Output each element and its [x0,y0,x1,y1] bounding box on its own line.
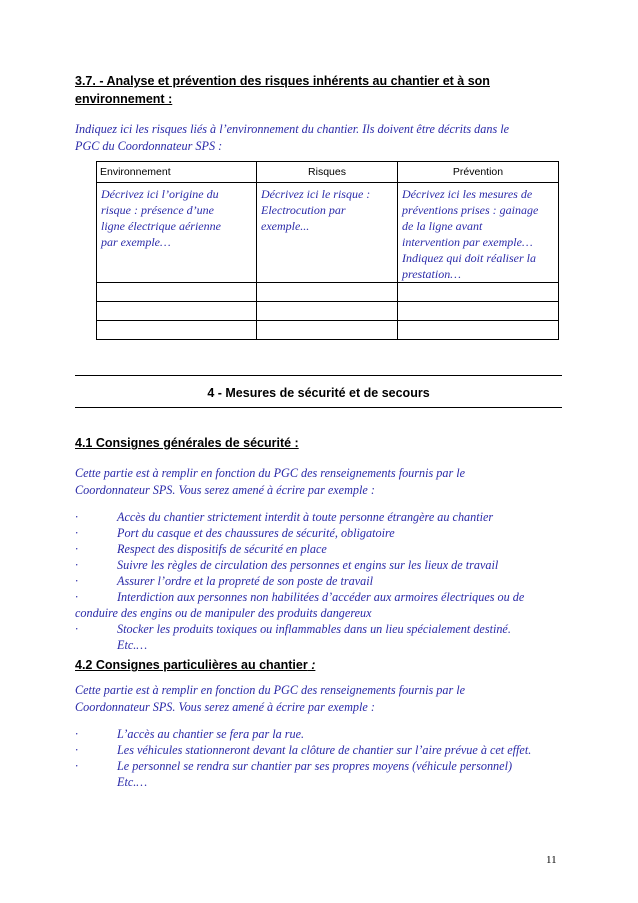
empty-cell[interactable] [97,302,257,321]
section-4-2-intro-line2: Coordonnateur SPS. Vous serez amené à écrire par exemple : [75,700,375,714]
cell-line: exemple... [261,219,310,233]
section-4-1-title: 4.1 Consignes générales de sécurité : [75,436,299,450]
section-4-bottom-rule [75,407,562,408]
cell-line: Décrivez ici le risque : [261,187,371,201]
risk-table-header-row [97,162,559,183]
section-4-2-title-text: 4.2 Consignes particulières au chantier [75,658,308,672]
cell-line: ligne électrique aérienne [101,219,221,233]
section-3-7-title-line1: 3.7. - Analyse et prévention des risques inhérents au chantier et à son [75,74,490,88]
cell-line: par exemple… [101,235,171,249]
empty-cell[interactable] [398,302,559,321]
empty-cell[interactable] [398,321,559,340]
section-4-2-title [75,658,315,672]
cell-line: intervention par exemple… [402,235,533,249]
bullet-dot: · [75,510,79,524]
table-row [97,283,559,302]
cell-line: prestation… [402,267,461,281]
table-row [97,183,559,283]
section-4-1-intro-line2: Coordonnateur SPS. Vous serez amené à écrire par exemple : [75,483,375,497]
list-item-text: Stocker les produits toxiques ou inflammables dans un lieu spécialement destiné. [117,622,511,636]
cell-line: Electrocution par [261,203,346,217]
empty-cell[interactable] [257,321,398,340]
list-item-text: Le personnel se rendra sur chantier par ses propres moyens (véhicule personnel) [117,759,513,773]
page-number: 11 [546,854,557,866]
bullet-dot: · [75,759,79,773]
table-row [97,302,559,321]
section-3-7-intro-line1: Indiquez ici les risques liés à l’environnement du chantier. Ils doivent être décrits dans le [75,122,510,136]
empty-cell[interactable] [257,283,398,302]
cell-line: préventions prises : gainage [402,203,539,217]
cell-line: Décrivez ici l’origine du [101,187,219,201]
cell-line: Décrivez ici les mesures de [402,187,533,201]
bullet-dot: · [75,542,79,556]
cell-line: risque : présence d’une [101,203,214,217]
cell-line: de la ligne avant [402,219,483,233]
cell-risques [257,183,398,283]
cell-line: Indiquez qui doit réaliser la [402,251,536,265]
list-item-text: Port du casque et des chaussures de sécurité, obligatoire [117,526,395,540]
bullet-dot: · [75,622,79,636]
section-4-title: 4 - Mesures de sécurité et de secours [207,386,430,400]
bullet-dot: · [75,574,79,588]
list-item-text: Suivre les règles de circulation des personnes et engins sur les lieux de travail [117,558,499,572]
empty-cell[interactable] [398,283,559,302]
section-4-top-rule [75,375,562,376]
list-item-text: Accès du chantier strictement interdit à toute personne étrangère au chantier [117,510,494,524]
section-3-7-title-line2: environnement : [75,92,173,106]
bullet-dot: · [75,558,79,572]
list-item-continuation: conduire des engins ou de manipuler des produits dangereux [75,606,372,620]
list-item-text: L’accès au chantier se fera par la rue. [117,727,305,741]
empty-cell[interactable] [97,321,257,340]
empty-cell[interactable] [257,302,398,321]
bullet-dot: · [75,743,79,757]
table-row [97,321,559,340]
etc-text: Etc.… [117,638,148,652]
bullet-dot: · [75,727,79,741]
list-item-text: Les véhicules stationneront devant la clôture de chantier sur l’aire prévue à cet effet. [117,743,532,757]
cell-environnement [97,183,257,283]
header-prevention: Prévention [398,162,559,183]
risk-table [96,161,559,340]
section-4-2-intro-line1: Cette partie est à remplir en fonction du PGC des renseignements fournis par le [75,683,466,697]
bullet-dot: · [75,526,79,540]
list-item-text: Interdiction aux personnes non habilitées d’accéder aux armoires électriques ou de [117,590,525,604]
header-environnement: Environnement [97,162,257,183]
bullet-dot: · [75,590,79,604]
section-3-7-intro-line2: PGC du Coordonnateur SPS : [75,139,223,153]
section-4-2-title-suffix: : [307,658,316,672]
header-risques: Risques [257,162,398,183]
etc-text: Etc.… [117,775,148,789]
empty-cell[interactable] [97,283,257,302]
cell-prevention [398,183,559,283]
list-item-text: Respect des dispositifs de sécurité en place [117,542,327,556]
list-item-text: Assurer l’ordre et la propreté de son poste de travail [117,574,374,588]
section-4-1-intro-line1: Cette partie est à remplir en fonction du PGC des renseignements fournis par le [75,466,466,480]
